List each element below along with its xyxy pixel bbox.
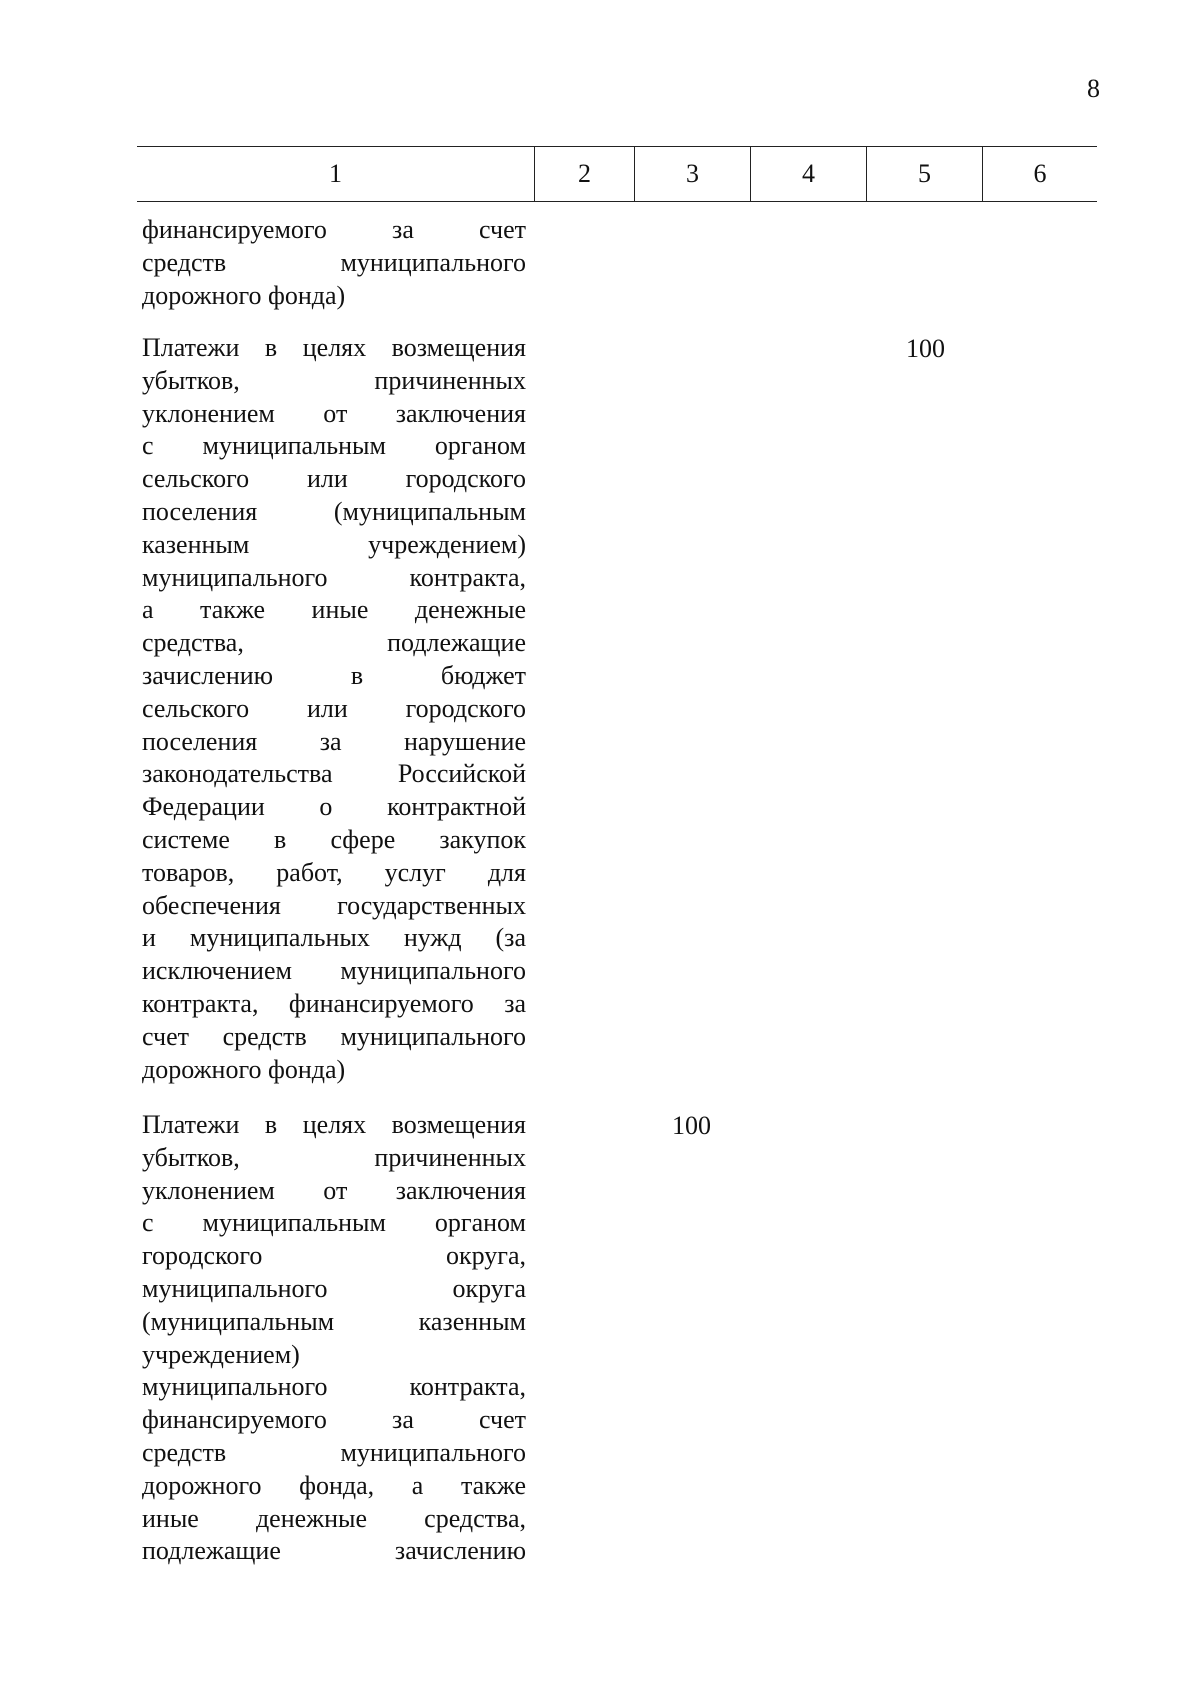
header-col-6: 6	[982, 147, 1097, 201]
text-line: с муниципальным органом	[142, 431, 526, 461]
text-line: финансируемого за счет	[142, 1405, 526, 1435]
header-col-5: 5	[866, 147, 982, 201]
text-line: казенным учреждением)	[142, 529, 526, 559]
header-col-3: 3	[634, 147, 750, 201]
text-line: Платежи в целях возмещения	[142, 1110, 526, 1139]
text-line: счет средств муниципального	[142, 1021, 526, 1051]
text-line: уклонением от заключения	[142, 1175, 526, 1205]
text-line: и муниципальных нужд (за	[142, 923, 526, 953]
text-line: Федерации о контрактной	[142, 792, 526, 822]
text-line: Платежи в целях возмещения	[142, 333, 526, 362]
text-line: зачислению в бюджет	[142, 660, 526, 690]
text-line: дорожного фонда)	[142, 1054, 346, 1084]
text-line: контракта, финансируемого за	[142, 988, 526, 1018]
text-line: (муниципальным казенным	[142, 1306, 526, 1336]
text-line: дорожного фонда, а также	[142, 1470, 526, 1500]
text-line: сельского или городского	[142, 693, 526, 723]
table-header	[137, 146, 1097, 202]
text-line: системе в сфере закупок	[142, 824, 526, 854]
text-line: средств муниципального	[142, 247, 526, 277]
text-line: с муниципальным органом	[142, 1208, 526, 1238]
text-line: средств муниципального	[142, 1437, 526, 1467]
text-line: подлежащие зачислению	[142, 1536, 526, 1566]
text-line: муниципального контракта,	[142, 1372, 526, 1402]
text-line: обеспечения государственных	[142, 890, 526, 920]
text-line: поселения за нарушение	[142, 726, 526, 756]
text-line: муниципального контракта,	[142, 562, 526, 592]
text-line: законодательства Российской	[142, 759, 526, 789]
table-row-text	[142, 332, 526, 1086]
row-value-col3: 100	[672, 1111, 711, 1140]
text-line: убытков, причиненных	[142, 365, 526, 395]
text-line: товаров, работ, услуг для	[142, 857, 526, 887]
text-line: исключением муниципального	[142, 956, 526, 986]
text-line: муниципального округа	[142, 1273, 526, 1303]
text-line: уклонением от заключения	[142, 398, 526, 428]
text-line: городского округа,	[142, 1241, 526, 1271]
row-value-col5: 100	[906, 334, 945, 363]
header-col-2: 2	[534, 147, 634, 201]
table-row-text	[142, 214, 526, 312]
text-line: дорожного фонда)	[142, 280, 346, 310]
text-line: а также иные денежные	[142, 595, 526, 625]
text-line: убытков, причиненных	[142, 1142, 526, 1172]
header-col-4: 4	[750, 147, 866, 201]
text-line: учреждением)	[142, 1339, 300, 1369]
table-row-text	[142, 1109, 526, 1568]
header-col-1: 1	[329, 159, 342, 188]
text-line: сельского или городского	[142, 464, 526, 494]
text-line: средства, подлежащие	[142, 628, 526, 658]
text-line: иные денежные средства,	[142, 1503, 526, 1533]
page-number: 8	[1087, 74, 1100, 103]
text-line: финансируемого за счет	[142, 215, 526, 244]
text-line: поселения (муниципальным	[142, 496, 526, 526]
